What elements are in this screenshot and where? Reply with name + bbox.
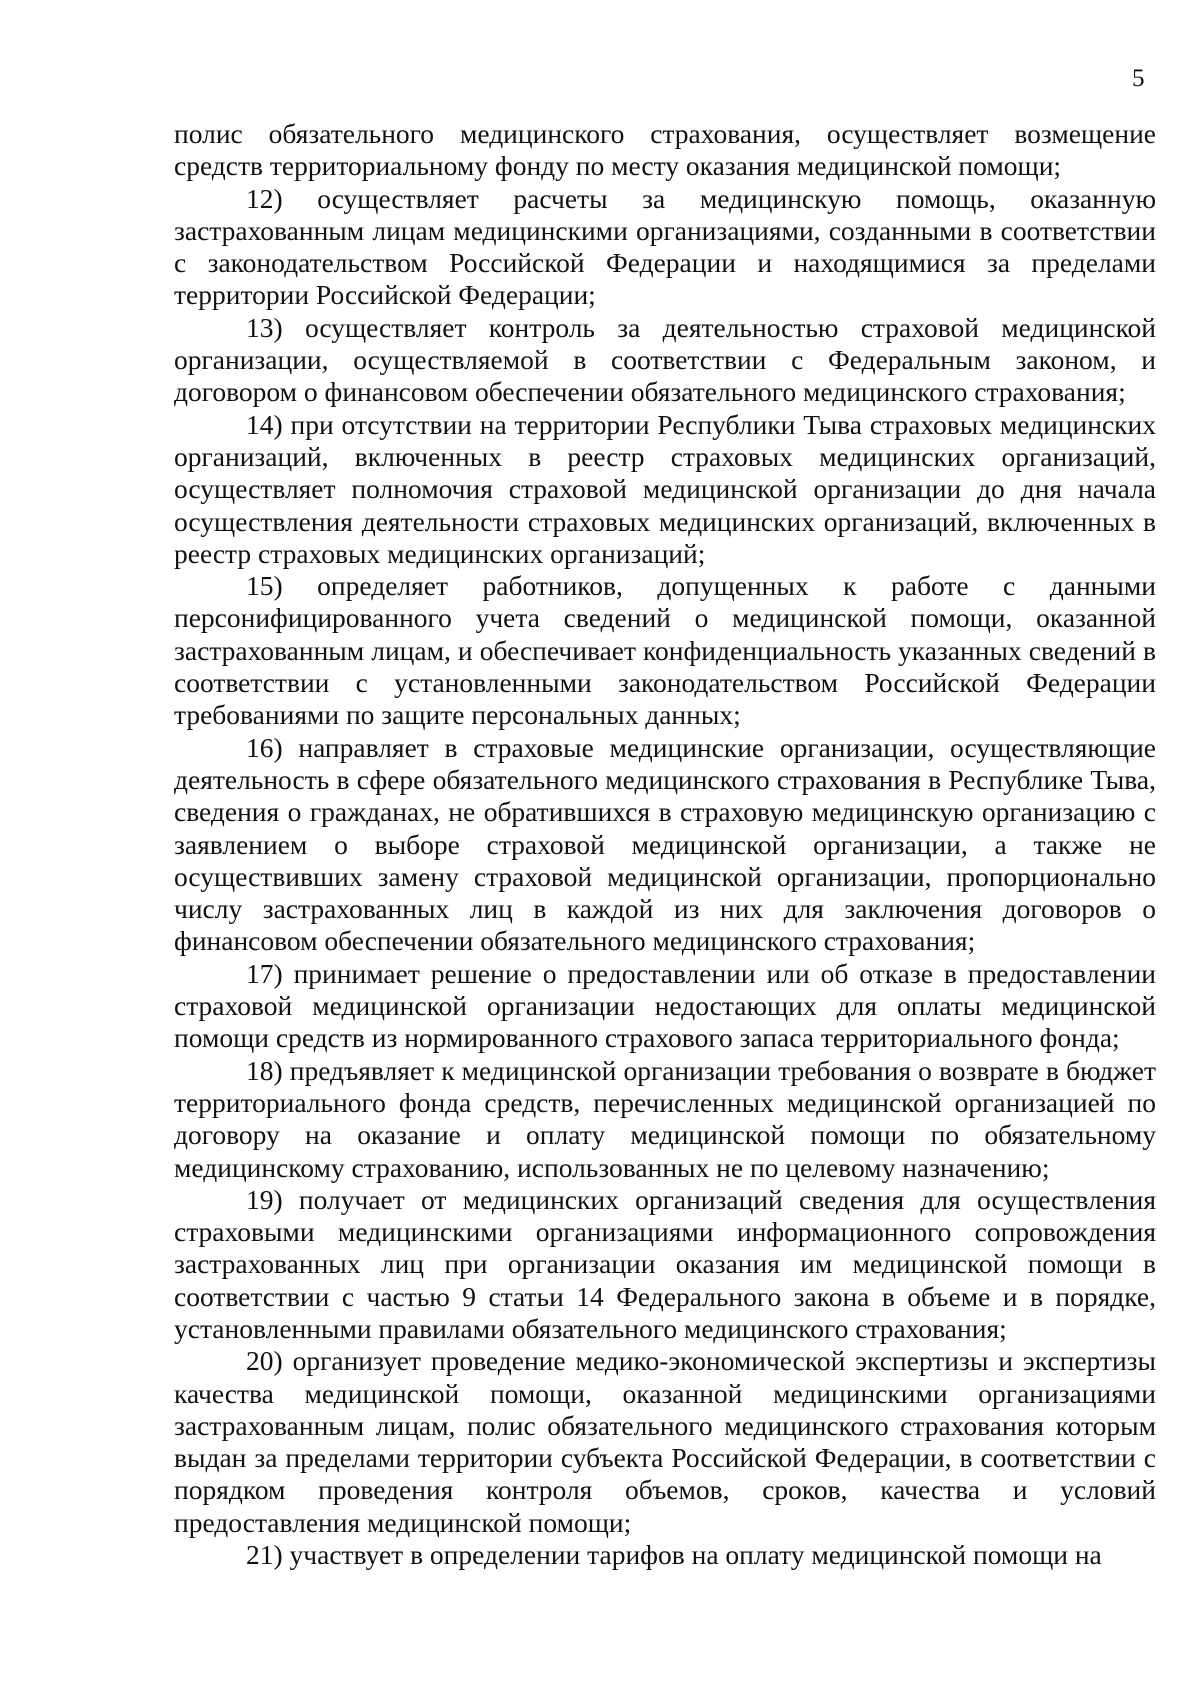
document-body (174, 118, 1156, 1571)
page-number: 5 (1132, 65, 1145, 92)
paragraph-continuation: полис обязательного медицинского страхования, осуществляет возмещение средств территориальному фонду по месту оказания медицинской помощи; (174, 118, 1156, 182)
paragraph-item-18: 18) предъявляет к медицинской организации требования о возврате в бюджет территориального фонда средств, перечисленных медицинской организацией по договору на оказание и оплату медицинской помощи по обязательному медицинскому страхованию, использованных не по целевому назначению; (174, 1054, 1156, 1183)
paragraph-item-13: 13) осуществляет контроль за деятельностью страховой медицинской организации, осуществляемой в соответствии с Федеральным законом, и договором о финансовом обеспечении обязательного медицинского страхования; (174, 311, 1156, 408)
paragraph-item-19: 19) получает от медицинских организаций сведения для осуществления страховыми медицинскими организациями информационного сопровождения застрахованных лиц при организации оказания им медицинской помощи в соответствии с частью 9 статьи 14 Федерального закона в объеме и в порядке, установленными правилами обязательного медицинского страхования; (174, 1183, 1156, 1344)
paragraph-item-14: 14) при отсутствии на территории Республики Тыва страховых медицинских организаций, включенных в реестр страховых медицинских организаций, осуществляет полномочия страховой медицинской организации до дня начала осуществления деятельности страховых медицинских организаций, включенных в реестр страховых медицинских организаций; (174, 408, 1156, 569)
paragraph-item-17: 17) принимает решение о предоставлении или об отказе в предоставлении страховой медицинской организации недостающих для оплаты медицинской помощи средств из нормированного страхового запаса территориального фонда; (174, 957, 1156, 1054)
paragraph-item-20: 20) организует проведение медико-экономической экспертизы и экспертизы качества медицинской помощи, оказанной медицинскими организациями застрахованным лицам, полис обязательного медицинского страхования которым выдан за пределами территории субъекта Российской Федерации, в соответствии с порядком проведения контроля объемов, сроков, качества и условий предоставления медицинской помощи; (174, 1345, 1156, 1538)
paragraph-item-12: 12) осуществляет расчеты за медицинскую помощь, оказанную застрахованным лицам медицинскими организациями, созданными в соответствии с законодательством Российской Федерации и находящимися за пределами территории Российской Федерации; (174, 182, 1156, 311)
paragraph-item-16: 16) направляет в страховые медицинские организации, осуществляющие деятельность в сфере обязательного медицинского страхования в Республике Тыва, сведения о гражданах, не обратившихся в страховую медицинскую организацию с заявлением о выборе страховой медицинской организации, а также не осуществивших замену страховой медицинской организации, пропорционально числу застрахованных лиц в каждой из них для заключения договоров о финансовом обеспечении обязательного медицинского страхования; (174, 731, 1156, 957)
paragraph-item-15: 15) определяет работников, допущенных к работе с данными персонифицированного учета сведений о медицинской помощи, оказанной застрахованным лицам, и обеспечивает конфиденциальность указанных сведений в соответствии с установленными законодательством Российской Федерации требованиями по защите персональных данных; (174, 570, 1156, 731)
paragraph-item-21: 21) участвует в определении тарифов на оплату медицинской помощи на (246, 1539, 1102, 1571)
